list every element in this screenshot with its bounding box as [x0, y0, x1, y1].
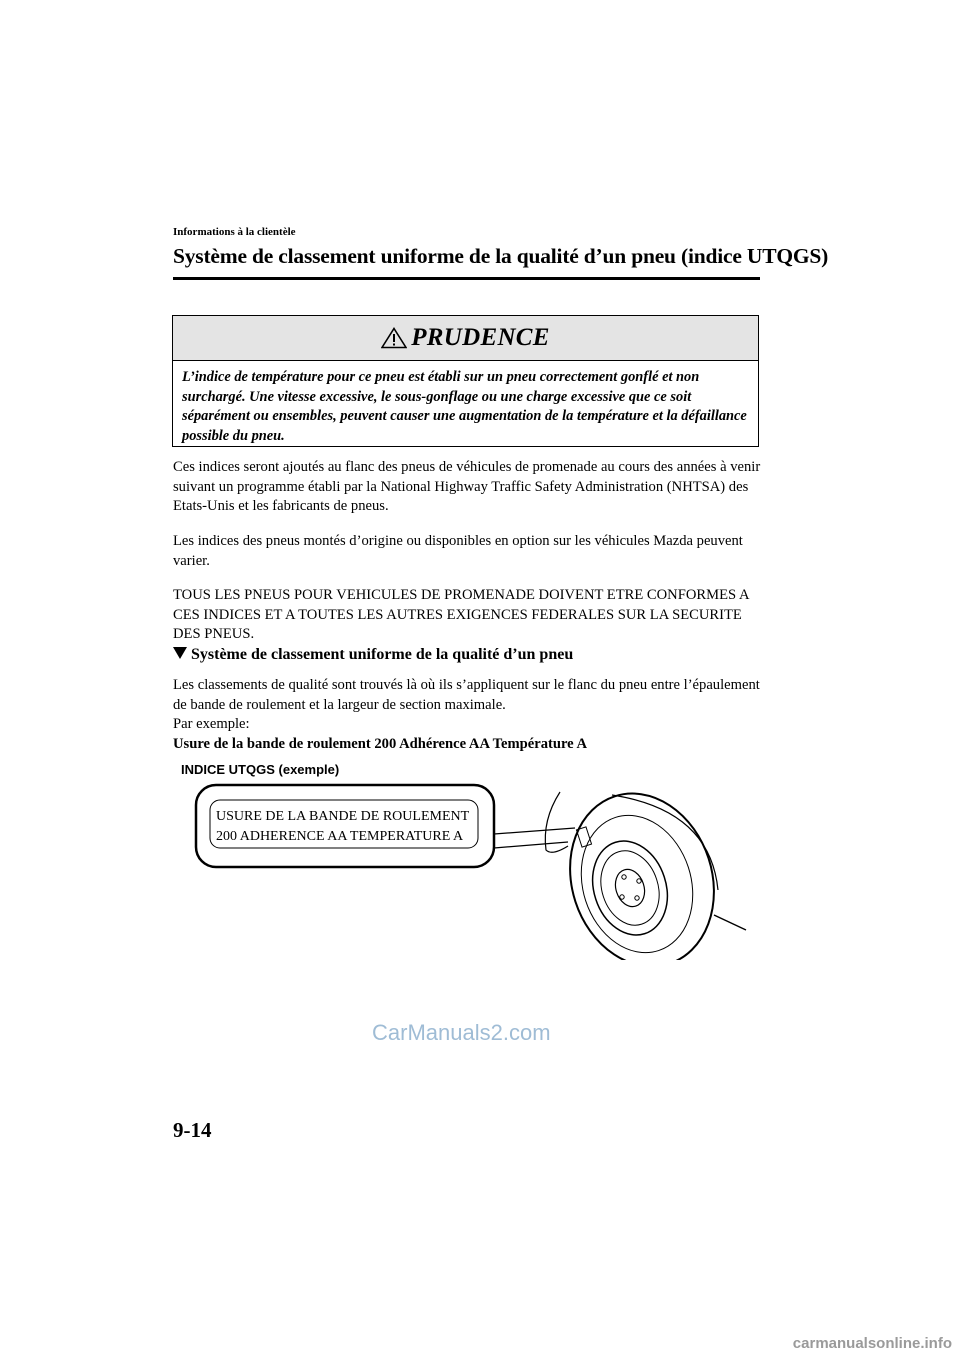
paragraph-indices-vary: Les indices des pneus montés d’origine ou disponibles en option sur les véhicules Mazda peuvent varier. [173, 533, 743, 569]
paragraph-federal-requirements: TOUS LES PNEUS POUR VEHICULES DE PROMENADE DOIVENT ETRE CONFORMES A CES INDICES ET A TOUTES LES AUTRES EXIGENCES FEDERALES SUR LA SECURITE DES PNEUS. [173, 587, 749, 642]
callout-line-2: 200 ADHERENCE AA TEMPERATURE A [216, 829, 464, 844]
figure-caption: INDICE UTQGS (exemple) [181, 762, 340, 777]
subheading-text: Système de classement uniforme de la qualité d’un pneu [191, 646, 574, 663]
triangle-bullet-icon [173, 647, 187, 659]
callout-outer-box [196, 785, 494, 867]
caution-title: PRUDENCE [411, 324, 550, 351]
page-title: Système de classement uniforme de la qualité d’un pneu (indice UTQGS) [173, 244, 829, 268]
caution-box [172, 315, 759, 447]
title-rule [173, 277, 760, 280]
grade-location-text: Les classements de qualité sont trouvés là où ils s’appliquent sur le flanc du pneu entre l’épaulement de bande de roulement et la largeur de section maximale. [173, 677, 760, 713]
tire-illustration [190, 780, 760, 960]
example-label: Par exemple: [173, 716, 250, 732]
callout-line-1: USURE DE LA BANDE DE ROULEMENT [216, 809, 470, 824]
wheel-hub [611, 866, 649, 911]
paragraph-grade-location [173, 676, 763, 754]
caution-header [173, 316, 758, 361]
subheading [173, 646, 573, 664]
paragraph-indices-added: Ces indices seront ajoutés au flanc des pneus de véhicules de promenade au cours des années à venir suivant un programme établi par la National Highway Traffic Safety Administration (NHTSA) des Etats-Unis et les fabricants de pneus. [173, 459, 761, 514]
page-number: 9-14 [173, 1118, 212, 1142]
tire-outer [548, 780, 736, 960]
warning-triangle-icon [381, 327, 407, 349]
caution-text: L’indice de température pour ce pneu est établi sur un pneu correctement gonflé et non surchargé. Une vitesse excessive, le sous-gonflage ou une charge excessive que ce soit séparément ou ensembles, peuvent causer une augmentation de la température et la défaillance possible du pneu. [182, 369, 747, 444]
example-value: Usure de la bande de roulement 200 Adhérence AA Température A [173, 735, 588, 752]
watermark-logo: CarManuals2.com [372, 1020, 551, 1045]
wheel-rim [581, 831, 679, 945]
section-label: Informations à la clientèle [173, 226, 296, 238]
watermark-site: carmanualsonline.info [792, 1335, 952, 1352]
